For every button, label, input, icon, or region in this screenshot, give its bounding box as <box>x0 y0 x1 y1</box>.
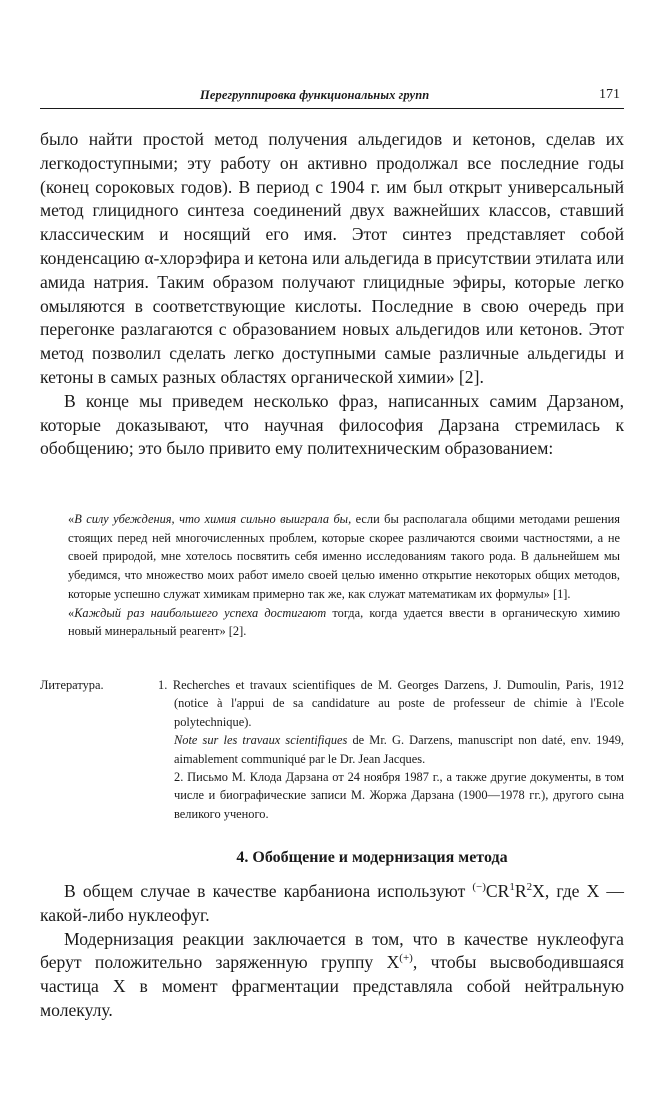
quote-1-emphasis: В силу убеждения, что химия сильно выиграла бы, <box>74 512 352 526</box>
reference-1: 1. Recherches et travaux scientifiques de M. Georges Darzens, J. Dumoulin, Paris, 1912 (notice à l'appui de sa candidature au poste de professeur de chimie à l'Ecole polytechnique). <box>158 678 624 729</box>
paragraph-1: было найти простой метод получения альдегидов и кетонов, сделав их легкодоступными; эту работу он активно продолжал все последние годы (конец сороковых годов). В период с 1904 г. им был открыт универсальный метод глицидного синтеза соединений двух важнейших классов, ставший классическим и носящий его имя. Этот синтез представляет собой конденсацию α-хлорэфира и кетона или альдегида в присутствии этилата или амида натрия. Таким образом получают глицидные эфиры, которые легко омыляются в соответствующие кислоты. Последние в свою очередь при перегонке разлагаются с образованием новых альдегидов или кетонов. Этот метод позволил сделать легко доступными самые различные альдегиды и кетоны в самых разных областях органической химии» [2]. <box>40 129 624 387</box>
lower-text-block <box>40 880 624 1023</box>
page-number: 171 <box>599 87 620 102</box>
darzens-quotes <box>68 510 620 641</box>
paragraph-3: В общем случае в качестве карбаниона используют $^{(-)}CR^1R^2X$, где X — какой-либо нуклеофуг. <box>40 881 624 925</box>
quote-1: «В силу убеждения, что химия сильно выиграла бы, если бы располагала общими методами решения стоящих перед ней многочисленных проблем, которые скорее различаются своими частностями, а не своей природой, мне хотелось посвятить себя именно исследованиям такого рода. В дальнейшем мы убедимся, что множество моих работ имело своей целью именно открытие некоторых общих методов, которые успешно служат химикам примерно так же, как служат математикам их формулы» [1]. <box>68 512 620 601</box>
paragraph-2: В конце мы приведем несколько фраз, написанных самим Дарзаном, которые доказывают, что научная философия Дарзана стремилась к обобщению; это было привито ему политехническим образованием: <box>40 390 624 459</box>
charge-superscript: (−) <box>472 881 486 893</box>
upper-text-block <box>40 128 624 461</box>
references-list <box>158 676 624 823</box>
quote-2-emphasis: Каждый раз наибольшего успеха достигают <box>74 605 327 620</box>
running-header <box>40 88 624 109</box>
references-label: Литература. <box>40 678 104 692</box>
quote-2: «Каждый раз наибольшего успеха достигают тогда, когда удается ввести в органическую химию новый минеральный реагент» [2]. <box>68 605 621 639</box>
reference-2: 2. Письмо М. Клода Дарзана от 24 ноября 1987 г., а также другие документы, в том числе и биографические записи М. Жоржа Дарзана (1900—1978 гг.), другого сына великого ученого. <box>174 770 624 821</box>
reference-1-note: Note sur les travaux scientifiques de Mr. G. Darzens, manuscript non daté, env. 1949, aimablement communiqué par le Dr. Jean Jacques. <box>174 733 624 766</box>
section-heading: 4. Обобщение и модернизация метода <box>236 849 508 866</box>
running-title: Перегруппировка функциональных групп <box>200 88 430 102</box>
plus-superscript: (+) <box>399 952 413 965</box>
paragraph-4: Модернизация реакции заключается в том, что в качестве нуклеофуга берут положительно заряженную группу X(+), чтобы высвободившаяся частица X в момент фрагментации представляла собой нейтральную молекулу. <box>40 928 624 1020</box>
